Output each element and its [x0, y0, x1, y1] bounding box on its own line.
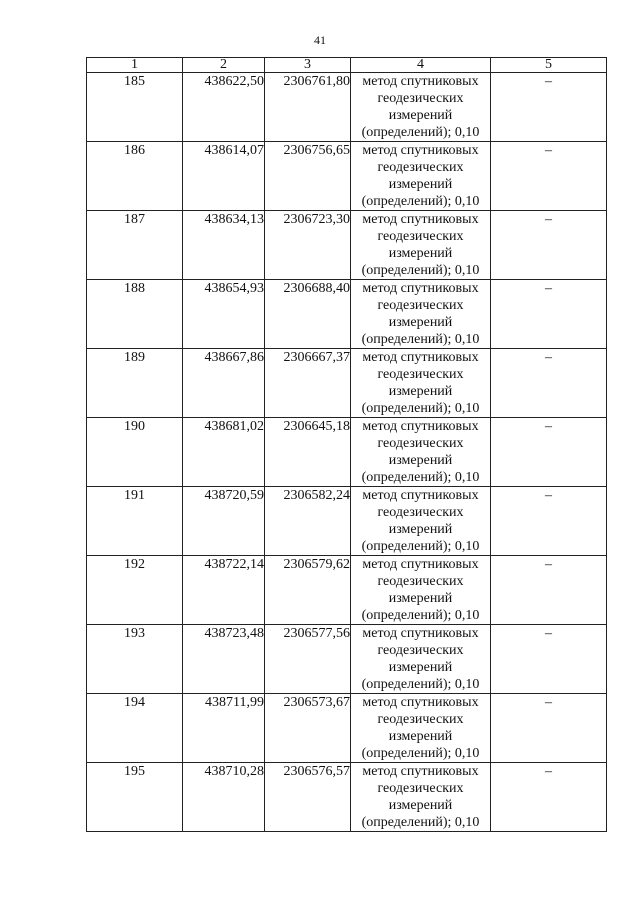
- table-row: [87, 625, 607, 694]
- method-line: измерений: [388, 522, 453, 537]
- method-cell: [351, 763, 491, 832]
- method-line: геодезических: [377, 298, 464, 313]
- method-line: (определений); 0,10: [361, 608, 480, 623]
- table-row: [87, 763, 607, 832]
- method-line: измерений: [388, 660, 453, 675]
- method-line: измерений: [388, 798, 453, 813]
- y-coordinate-cell: 2306579,62: [265, 556, 351, 625]
- column-header: 3: [265, 58, 351, 73]
- method-cell: [351, 349, 491, 418]
- method-line: геодезических: [377, 643, 464, 658]
- point-number-cell: 192: [87, 556, 183, 625]
- note-cell: –: [491, 280, 607, 349]
- column-header: 2: [183, 58, 265, 73]
- method-line: (определений); 0,10: [361, 539, 480, 554]
- note-cell: –: [491, 694, 607, 763]
- point-number-cell: 188: [87, 280, 183, 349]
- x-coordinate-cell: 438711,99: [183, 694, 265, 763]
- method-line: (определений); 0,10: [361, 194, 480, 209]
- table-row: [87, 694, 607, 763]
- y-coordinate-cell: 2306645,18: [265, 418, 351, 487]
- method-line: измерений: [388, 591, 453, 606]
- point-number-cell: 189: [87, 349, 183, 418]
- method-cell: [351, 487, 491, 556]
- method-line: геодезических: [377, 91, 464, 106]
- y-coordinate-cell: 2306667,37: [265, 349, 351, 418]
- method-line: геодезических: [377, 574, 464, 589]
- method-cell: [351, 211, 491, 280]
- method-line: метод спутниковых: [362, 488, 479, 503]
- method-line: метод спутниковых: [362, 74, 479, 89]
- point-number-cell: 191: [87, 487, 183, 556]
- note-cell: –: [491, 487, 607, 556]
- point-number-cell: 185: [87, 73, 183, 142]
- table-header-row: [87, 58, 607, 73]
- x-coordinate-cell: 438710,28: [183, 763, 265, 832]
- method-line: метод спутниковых: [362, 350, 479, 365]
- column-header: 1: [87, 58, 183, 73]
- point-number-cell: 193: [87, 625, 183, 694]
- y-coordinate-cell: 2306688,40: [265, 280, 351, 349]
- method-line: геодезических: [377, 505, 464, 520]
- column-header: 5: [491, 58, 607, 73]
- note-cell: –: [491, 625, 607, 694]
- method-line: метод спутниковых: [362, 419, 479, 434]
- column-header: 4: [351, 58, 491, 73]
- point-number-cell: 190: [87, 418, 183, 487]
- y-coordinate-cell: 2306576,57: [265, 763, 351, 832]
- table-row: [87, 73, 607, 142]
- method-line: метод спутниковых: [362, 695, 479, 710]
- table-row: [87, 556, 607, 625]
- y-coordinate-cell: 2306582,24: [265, 487, 351, 556]
- note-cell: –: [491, 763, 607, 832]
- method-line: (определений); 0,10: [361, 332, 480, 347]
- method-cell: [351, 625, 491, 694]
- method-line: (определений); 0,10: [361, 470, 480, 485]
- y-coordinate-cell: 2306723,30: [265, 211, 351, 280]
- table-row: [87, 211, 607, 280]
- method-cell: [351, 556, 491, 625]
- table-row: [87, 418, 607, 487]
- x-coordinate-cell: 438614,07: [183, 142, 265, 211]
- method-cell: [351, 73, 491, 142]
- table-row: [87, 142, 607, 211]
- note-cell: –: [491, 349, 607, 418]
- y-coordinate-cell: 2306573,67: [265, 694, 351, 763]
- x-coordinate-cell: 438654,93: [183, 280, 265, 349]
- method-line: геодезических: [377, 229, 464, 244]
- x-coordinate-cell: 438634,13: [183, 211, 265, 280]
- table-row: [87, 487, 607, 556]
- method-line: метод спутниковых: [362, 281, 479, 296]
- y-coordinate-cell: 2306756,65: [265, 142, 351, 211]
- x-coordinate-cell: 438667,86: [183, 349, 265, 418]
- method-cell: [351, 418, 491, 487]
- method-cell: [351, 142, 491, 211]
- method-line: (определений); 0,10: [361, 125, 480, 140]
- point-number-cell: 194: [87, 694, 183, 763]
- point-number-cell: 195: [87, 763, 183, 832]
- x-coordinate-cell: 438723,48: [183, 625, 265, 694]
- coordinates-table: [86, 57, 607, 832]
- point-number-cell: 186: [87, 142, 183, 211]
- point-number-cell: 187: [87, 211, 183, 280]
- page-number: 41: [314, 33, 326, 47]
- method-line: измерений: [388, 108, 453, 123]
- method-line: (определений); 0,10: [361, 746, 480, 761]
- method-cell: [351, 694, 491, 763]
- x-coordinate-cell: 438622,50: [183, 73, 265, 142]
- method-line: геодезических: [377, 781, 464, 796]
- method-line: (определений); 0,10: [361, 815, 480, 830]
- y-coordinate-cell: 2306761,80: [265, 73, 351, 142]
- method-line: измерений: [388, 315, 453, 330]
- table-row: [87, 349, 607, 418]
- x-coordinate-cell: 438681,02: [183, 418, 265, 487]
- note-cell: –: [491, 73, 607, 142]
- method-line: геодезических: [377, 436, 464, 451]
- method-line: метод спутниковых: [362, 626, 479, 641]
- method-line: геодезических: [377, 712, 464, 727]
- method-line: метод спутниковых: [362, 212, 479, 227]
- method-line: (определений); 0,10: [361, 263, 480, 278]
- method-line: метод спутниковых: [362, 143, 479, 158]
- method-line: измерений: [388, 453, 453, 468]
- method-line: метод спутниковых: [362, 557, 479, 572]
- method-line: (определений); 0,10: [361, 677, 480, 692]
- method-line: метод спутниковых: [362, 764, 479, 779]
- method-cell: [351, 280, 491, 349]
- method-line: измерений: [388, 246, 453, 261]
- table-row: [87, 280, 607, 349]
- method-line: геодезических: [377, 367, 464, 382]
- method-line: геодезических: [377, 160, 464, 175]
- note-cell: –: [491, 556, 607, 625]
- method-line: измерений: [388, 729, 453, 744]
- note-cell: –: [491, 142, 607, 211]
- x-coordinate-cell: 438720,59: [183, 487, 265, 556]
- method-line: измерений: [388, 384, 453, 399]
- method-line: (определений); 0,10: [361, 401, 480, 416]
- method-line: измерений: [388, 177, 453, 192]
- x-coordinate-cell: 438722,14: [183, 556, 265, 625]
- note-cell: –: [491, 418, 607, 487]
- y-coordinate-cell: 2306577,56: [265, 625, 351, 694]
- note-cell: –: [491, 211, 607, 280]
